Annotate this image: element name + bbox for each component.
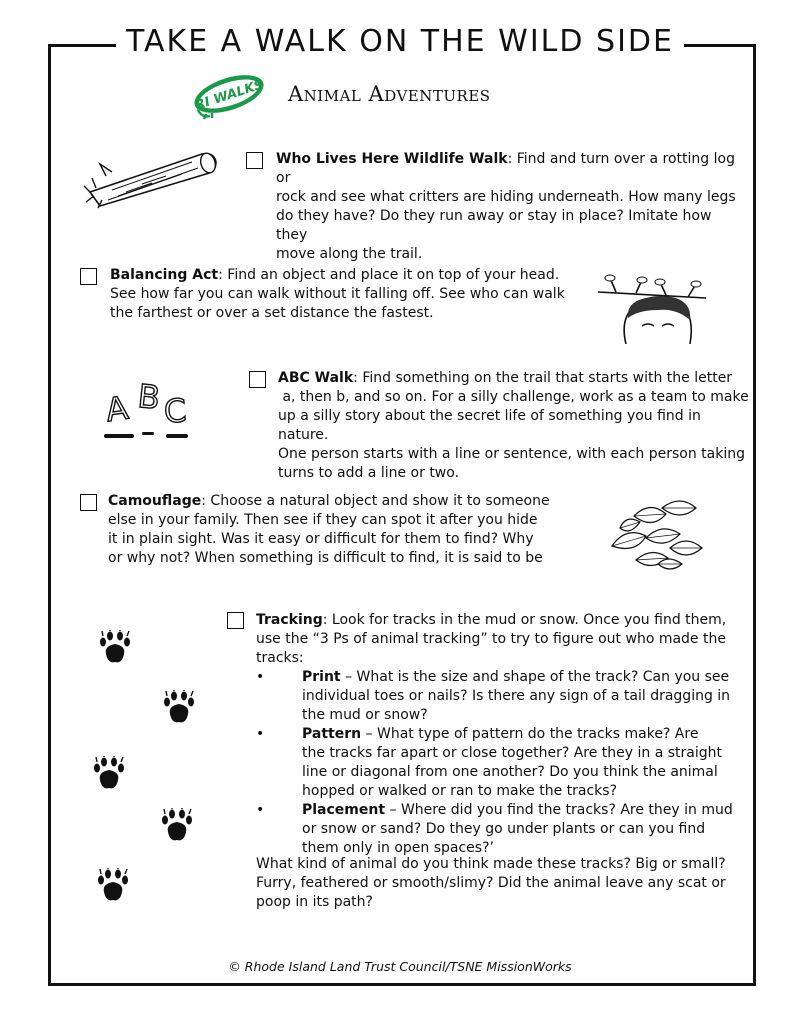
activity-tracking: Tracking: Look for tracks in the mud or snow. Once you find them, use the “3 Ps of animal tracking” to try to figure out who made the tracks: — [256, 612, 727, 666]
paw-print-icon — [160, 808, 194, 844]
bullet: • — [256, 669, 265, 685]
paw-print-icon — [162, 690, 196, 726]
paw-print-icon — [98, 630, 132, 666]
activity-title: Who Lives Here Wildlife Walk — [276, 151, 508, 167]
logo-text: RI WALKS — [193, 77, 266, 114]
log-illustration — [82, 140, 222, 210]
activity-title: Balancing Act — [110, 267, 219, 283]
footer-copyright: © Rhode Island Land Trust Council/TSNE MissionWorks — [228, 959, 572, 974]
activity-abc-walk: ABC Walk: Find something on the trail that starts with the letter a, then b, and so on. For a silly challenge, work as a team to make up a silly story about the secret life of something you find in nature. One person starts with a line or sentence, with each person taking turns to add a line or two. — [278, 370, 749, 481]
leaf-pile-illustration — [606, 492, 704, 574]
tracking-closing: What kind of animal do you think made these tracks? Big or small? Furry, feathered or smooth/slimy? Did the animal leave any scat or poop in its path? — [256, 856, 726, 910]
checkbox-abc-walk[interactable] — [249, 371, 266, 388]
head-balancing-illustration — [596, 268, 714, 344]
checkbox-who-lives-here[interactable] — [246, 152, 263, 169]
activity-camouflage: Camouflage: Choose a natural object and show it to someone else in your family. Then see if they can spot it after you hide it in plain sight. Was it easy or difficult for them to find? Why or why not? When something is difficult to find, it is said to be — [108, 493, 550, 566]
checkbox-tracking[interactable] — [227, 612, 244, 629]
subtitle: Animal Adventures — [288, 82, 491, 106]
checkbox-balancing-act[interactable] — [80, 268, 97, 285]
bullet: • — [256, 802, 265, 818]
tracking-point-pattern: Pattern – What type of pattern do the tracks make? Are the tracks far apart or close together? Are they in a straight line or diagonal from one another? Do you think the animal hopped or walked or ran to make the tracks? — [302, 726, 722, 799]
activity-title: ABC Walk — [278, 370, 354, 386]
checkbox-camouflage[interactable] — [80, 494, 97, 511]
paw-print-icon — [96, 868, 130, 904]
activity-title: Camouflage — [108, 493, 202, 509]
activity-title: Tracking — [256, 612, 323, 628]
activity-who-lives-here: Who Lives Here Wildlife Walk: Find and turn over a rotting log or rock and see what critters are hiding underneath. How many legs do they have? Do they run away or stay in place? Imitate how they move along the trail. — [276, 151, 736, 262]
paw-print-icon — [92, 756, 126, 792]
abc-letters-illustration: A B C — [100, 378, 200, 444]
ri-walks-logo — [188, 66, 270, 122]
page-title: TAKE A WALK ON THE WILD SIDE — [116, 20, 684, 64]
tracking-point-placement: Placement – Where did you find the tracks? Are they in mud or snow or sand? Do they go under plants or can you find them only in open spaces?’ — [302, 802, 733, 856]
activity-balancing-act: Balancing Act: Find an object and place it on top of your head. See how far you can walk without it falling off. See who can walk the farthest or over a set distance the fastest. — [110, 267, 565, 321]
tracking-point-print: Print – What is the size and shape of the track? Can you see individual toes or nails? Is there any sign of a tail dragging in the mud or snow? — [302, 669, 731, 723]
bullet: • — [256, 726, 265, 742]
